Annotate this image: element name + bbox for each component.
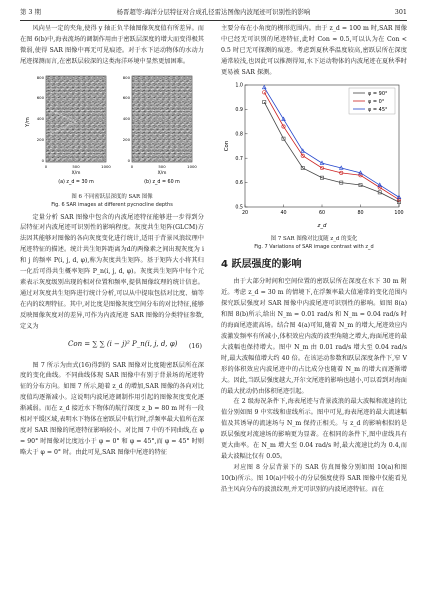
figure-6-panel-b-caption: (b) z_d = 60 m: [144, 179, 180, 185]
figure-6-y-tick: 0: [127, 157, 130, 163]
figure-6-y-tick: 800: [122, 74, 130, 80]
right-paragraph-2: 由于大部分时间和空间位置的密跃层所在深度在水下 30 m 附近。考虑 z_d = 30 m 的情境下,在浮频率最大值通常的变化范围内探究跃层强度对 SAR 图像中内波尾迹可识别性的影响。如图 8(a)和图 8(b)所示,给出 N_m = 0.01 rad/s 和 N_m = 0.04 rad/s 时的海面尾迹流高场。结合图 4(a)可知,随着 N_m 的增大,尾迹效应内波激发频率有所减小,体积效应内波的波型角随之增大,海面尾迹的最大波幅也保持增大。图中 N_m 由 0.01 rad/s 增大至 0.04 rad/s 时,最大波幅值增大约 40 倍。在该运动参数和跃层深度条件下,窄 V 形的体积效应内波尾迹中的占比成分也随着 N_m 的增大而逐渐增大。因此,当跃层强度越大,开尔文尾迹的影响也越小,可以看到对海面的最大扰动仍由体积尾迹引起。: [221, 278, 407, 395]
figure-6-sar-images: [20, 70, 204, 188]
running-title: 杨晋超等:海洋分层特征对合成孔径雷达图像内波尾迹可识别性的影响: [116, 8, 311, 16]
figure-6-y-tick: 400: [122, 115, 130, 121]
x-tick-label: 60: [318, 210, 326, 216]
y-tick-label: 0.6: [235, 180, 243, 186]
figure-6-x-tick: 1000: [187, 163, 197, 169]
running-header: [20, 6, 407, 18]
figure-6-panel-b: [132, 76, 192, 162]
x-tick-label: 100: [394, 210, 404, 216]
figure-7-caption-cn: 图 7 SAR 图像对比度随 z_d 的变化: [270, 236, 358, 243]
legend-label: φ = 45°: [368, 106, 388, 113]
figure-6-y-tick: 200: [122, 136, 130, 142]
figure-6-panel-a: [46, 76, 106, 162]
figure-6-x-label: X/m: [71, 170, 81, 176]
legend-label: φ = 0°: [368, 98, 385, 105]
figure-6-x-label: X/m: [157, 170, 167, 176]
figure-6-caption-en: Fig. 6 SAR images at different pycnocline depths: [51, 201, 173, 208]
y-tick-label: 0.5: [235, 205, 243, 211]
figure-6-y-tick: 200: [36, 136, 44, 142]
figure-6-x-tick: 1000: [101, 163, 111, 169]
figure-6-y-tick: 800: [36, 74, 44, 80]
header-rule: [20, 20, 407, 21]
figure-6-y-label: Y/m: [25, 116, 31, 127]
figure-6-y-tick: 0: [41, 157, 44, 163]
figure-6: [20, 70, 204, 209]
data-point: [262, 85, 266, 88]
x-tick-label: 40: [280, 210, 287, 216]
y-tick-label: 0.8: [235, 131, 243, 137]
y-tick-label: 1.0: [235, 83, 243, 89]
y-tick-label: 0.7: [235, 156, 243, 162]
legend-label: φ = 90°: [368, 90, 388, 97]
right-paragraph-4: 对应图 8 分层背景下的 SAR 仿真图像分别如图 10(a)和图 10(b)所示。图 10(a)中较小的分层强度使得 SAR 图像中仅能看见沿主风向分布的波浪纹理,并无可识别的内波尾迹特征。而在: [221, 463, 407, 493]
right-paragraph-3: 在 2 级海况条件下,海表尾迹与背景波浪的最大波幅和流速的比值分别如图 9 中实线和虚线所示。图中可见,海表尾迹的最大流速幅值及其诱导的流速场与 N_m 保持正相关。与 z_d 的影响相似的是跃层强度对流速场的影响更为显著。在相同的条件下,图中虚线具有更大曲率。在 N_m 增大至 0.04 rad/s 时,最大流速比约为 0.4,而最大波幅比仅有 0.05。: [221, 398, 407, 460]
section-heading: 4 跃层强度的影响: [221, 259, 302, 271]
figure-6-y-tick: 600: [122, 94, 130, 100]
x-tick-label: 20: [241, 210, 249, 216]
equation-16-number: (16): [188, 341, 202, 350]
figure-6-panel-a-caption: (a) z_d = 30 m: [58, 179, 94, 185]
left-column: [20, 24, 204, 459]
right-column: [221, 24, 407, 496]
figure-6-x-tick: 0: [130, 163, 134, 169]
figure-7-chart: [221, 81, 407, 231]
x-tick-label: 80: [357, 210, 364, 216]
y-axis-label: Con: [224, 140, 230, 151]
left-paragraph-1: 风向呈一定的夹角,使得 y 轴正负半轴图像灰度值有所差异。而在图 6(b)中,海表流场的调制作用由于密跃层深度的增大而变得极其微弱,使得 SAR 图像中再无可见痕迹。对于水下运动物体的水动力尾迹探测而言,在密跃层较深的这类海洋环境中显然更加困难。: [20, 25, 204, 65]
figure-6-x-tick: 500: [72, 163, 80, 169]
left-paragraph-2: 定量分析 SAR 图像中包含的内波尾迹特征能够进一步得到分层特征对内波尾迹可识别性的影响程度。灰度共生矩阵(GLCM)方法因其能够对图像的各向灰度变化进行统计,适用于背景风浪纹理中尾迹特征的描述。统计共生矩阵距离为d的两像素之间出现灰度为 i 和 j 的频率 P(i, j, d, φ),称为灰度共生矩阵。基于矩阵大小将其归一化后可得共生概率矩阵 P_n(i, j, d, φ)。灰度共生矩阵中每个元素表示灰度级别出现的相对位置和频率,提供图像纹理的统计信息。通过对灰度共生矩阵进行统计分析,可以从中提取包括对比度、熵等在内的纹理特征。其中,对比度是图像灰度空间分布的对比特征,能够反映图像灰度对的差异,可作为内波尾迹 SAR 图像的分类特征参数,定义为: [20, 213, 204, 330]
figure-6-x-tick: 500: [158, 163, 166, 169]
issue-label: 第 3 期: [20, 8, 41, 16]
y-tick-label: 0.9: [235, 107, 243, 113]
figure-6-y-tick: 400: [36, 115, 44, 121]
figure-7: [221, 81, 407, 252]
equation-16: [20, 335, 204, 359]
figure-6-caption-cn: 图 6 不同密跃层深度的 SAR 图像: [71, 193, 153, 200]
right-paragraph-1: 主要分布在小角度的楔形范围内。由于 z_d = 100 m 时,SAR 图像中已经无可识别的尾迹特征,此时 Con ≈ 0.5,可以认为在 Con < 0.5 时已无可探测的痕迹。考虑到夏秋季温度较高,密跃层所在深度通常较浅,也因此可以推测得知,水下运动物体的内波尾迹在夏秋季时更易被 SAR 探测。: [221, 25, 407, 76]
figure-6-x-tick: 0: [44, 163, 48, 169]
equation-16-formula: Con = ∑ ∑ (i − j)² P_n(i, j, d, φ): [68, 339, 178, 348]
left-paragraph-3: 图 7 所示为由式(16)得到的 SAR 图像对比度随密跃层所在深度的变化曲线。不同曲线体现 SAR 图像中有别于背景场的尾迹特征的分布方向。如图 7 所示,随着 z_d 的增加,SAR 图像的各向对比度值均逐渐减小。这说明内波尾迹调制作用引起的图像灰度变化逐渐减弱。而在 z_d 接近水下物体的航行深度 z_b = 80 m 时有一段相对平缓区域,表明水下物体在密跃层中航行时,浮频率最大值所在深度对 SAR 图像的尾迹特征影响较小。对比图 7 中的不同曲线,在 φ = 90° 时图像对比度远小于 φ = 0° 和 φ = 45°,而 φ = 45° 时则略大于 φ = 0° 时。由此可见,SAR 图像中尾迹的特征: [20, 361, 204, 456]
figure-6-y-tick: 600: [36, 94, 44, 100]
x-axis-label: z_d: [317, 222, 327, 229]
page-number: 301: [394, 8, 407, 16]
figure-7-caption-en: Fig. 7 Variations of SAR image contrast with z_d: [254, 244, 374, 251]
